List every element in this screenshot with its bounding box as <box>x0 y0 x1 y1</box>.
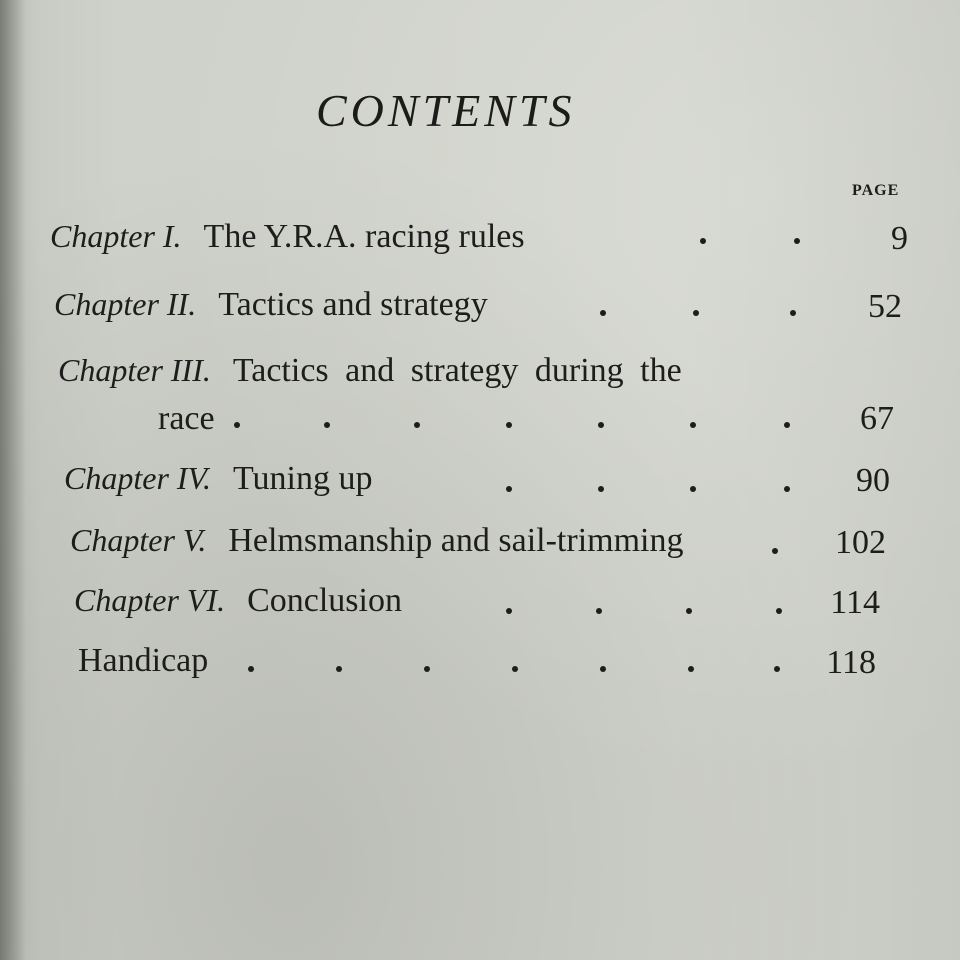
chapter-title: Conclusion <box>247 582 402 619</box>
leader-dot <box>598 422 604 428</box>
chapter-label: Chapter IV. <box>64 460 211 496</box>
page-number: 67 <box>860 400 894 437</box>
page-number: 114 <box>830 584 880 621</box>
leader-dot <box>688 666 694 672</box>
chapter-title: Tuning up <box>232 460 373 497</box>
dot-leaders <box>600 310 800 320</box>
chapter-label: Chapter II. <box>54 286 197 322</box>
chapter-title: Tactics and strategy <box>218 286 488 323</box>
page-number: 118 <box>826 644 876 681</box>
leader-dot <box>424 666 430 672</box>
chapter-title: Helmsmanship and sail-trimming <box>228 522 684 559</box>
leader-dot <box>414 422 420 428</box>
chapter-label: Chapter III. <box>58 352 211 388</box>
leader-dot <box>686 608 692 614</box>
leader-dot <box>600 666 606 672</box>
toc-entry-1 <box>50 218 525 256</box>
leader-dot <box>693 310 699 316</box>
toc-entry-6 <box>74 582 402 620</box>
dot-leaders <box>772 548 782 558</box>
page-column-label: PAGE <box>852 182 900 199</box>
dot-leaders <box>506 486 796 496</box>
page-number: 90 <box>856 462 890 499</box>
leader-dot <box>784 422 790 428</box>
contents-heading: CONTENTS <box>316 85 576 136</box>
chapter-label: Chapter VI. <box>74 582 226 618</box>
chapter-label: Chapter I. <box>50 218 182 254</box>
dot-leaders <box>506 608 786 618</box>
chapter-label: Chapter V. <box>70 522 207 558</box>
page-fold-shadow <box>0 0 26 960</box>
dot-leaders <box>248 666 778 676</box>
leader-dot <box>248 666 254 672</box>
leader-dot <box>700 238 706 244</box>
leader-dot <box>506 486 512 492</box>
leader-dot <box>690 486 696 492</box>
chapter-title: Handicap <box>78 642 209 679</box>
leader-dot <box>794 238 800 244</box>
toc-entry-3 <box>58 352 682 390</box>
leader-dot <box>772 548 778 554</box>
leader-dot <box>234 422 240 428</box>
chapter-title-continued: race <box>158 400 215 437</box>
dot-leaders <box>234 422 794 432</box>
page-number: 102 <box>835 524 886 561</box>
chapter-title: Tactics and strategy during the <box>232 352 682 389</box>
leader-dot <box>600 310 606 316</box>
leader-dot <box>598 486 604 492</box>
leader-dot <box>690 422 696 428</box>
page-number: 52 <box>868 288 902 325</box>
leader-dot <box>324 422 330 428</box>
toc-entry-2 <box>54 286 488 324</box>
leader-dot <box>506 422 512 428</box>
page-number: 9 <box>891 220 908 257</box>
toc-entry-4 <box>64 460 373 498</box>
leader-dot <box>596 608 602 614</box>
leader-dot <box>512 666 518 672</box>
leader-dot <box>790 310 796 316</box>
toc-entry-5 <box>70 522 683 560</box>
leader-dot <box>506 608 512 614</box>
chapter-title: The Y.R.A. racing rules <box>203 218 525 255</box>
dot-leaders <box>700 238 810 248</box>
toc-entry-7 <box>78 642 208 680</box>
leader-dot <box>336 666 342 672</box>
